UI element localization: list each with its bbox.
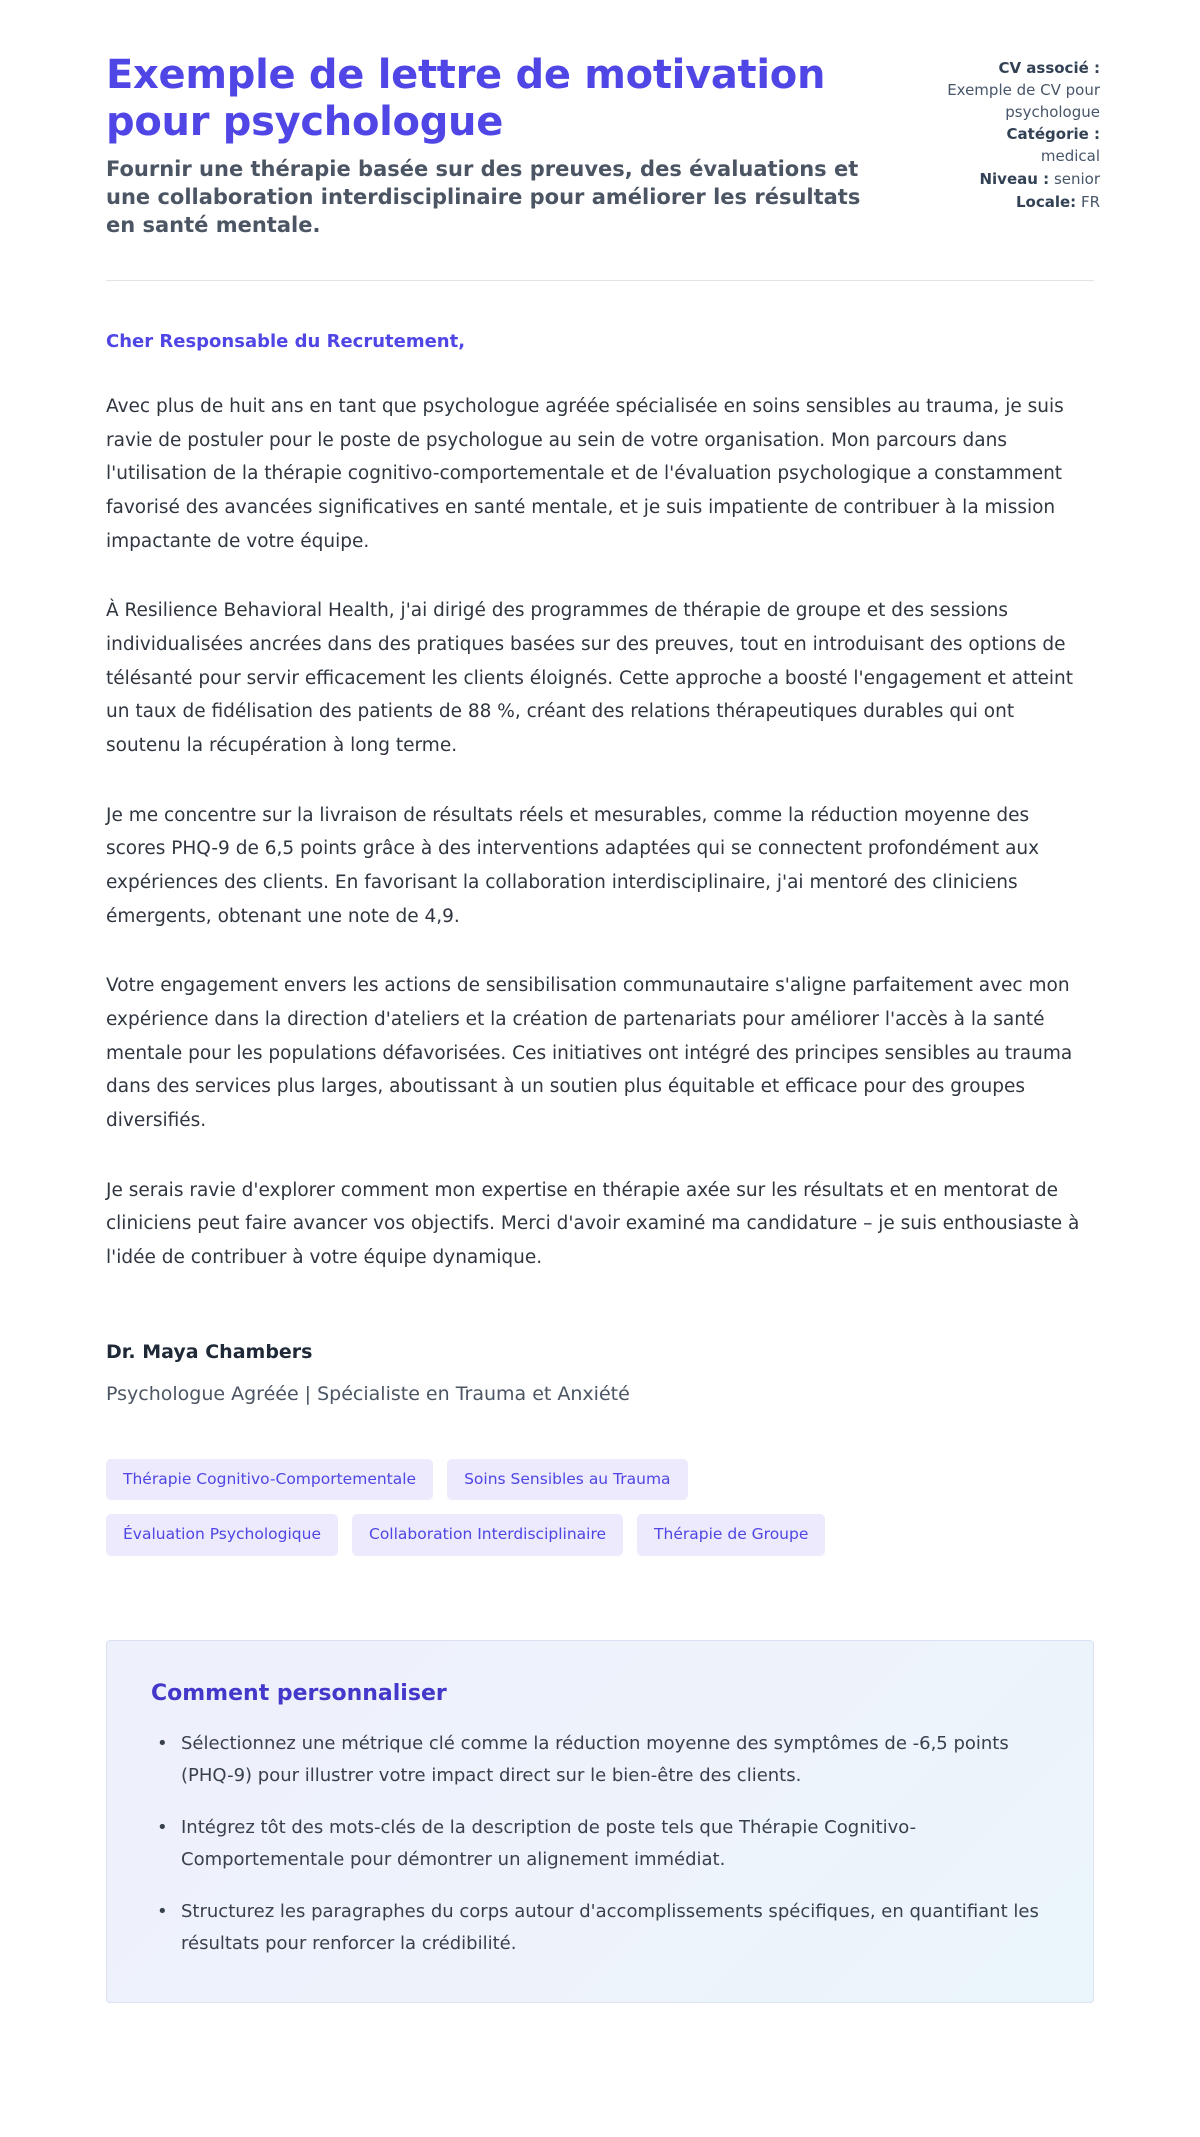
- tips-list-item: • Intégrez tôt des mots-clés de la description de poste tels que Thérapie Cognitivo-Comportementale pour démontrer un alignement immédiat.: [177, 1812, 1049, 1876]
- page-bottom-spacer: [0, 2003, 1200, 2123]
- letter-body: [0, 331, 1200, 1274]
- letter-salutation: Cher Responsable du Recrutement,: [106, 331, 466, 353]
- skill-tag[interactable]: Collaboration Interdisciplinaire: [352, 1514, 623, 1556]
- meta-level-label: Niveau :: [979, 169, 1050, 188]
- document-metadata: [920, 52, 1100, 214]
- skill-tag[interactable]: Thérapie de Groupe: [637, 1514, 825, 1556]
- letter-paragraph: À Resilience Behavioral Health, j'ai dirigé des programmes de thérapie de groupe et des sessions individualisées ancrées dans des pratiques basées sur des preuves, tout en introduisant des options de télésanté pour servir efficacement les clients éloignés. Cette approche a boosté l'engagement et atteint un taux de fidélisation des patients de 88 %, créant des relations thérapeutiques durables qui ont soutenu la récupération à long terme.: [106, 600, 1074, 757]
- tips-title: Comment personnaliser: [151, 1680, 447, 1706]
- skill-tag[interactable]: Soins Sensibles au Trauma: [447, 1459, 687, 1501]
- page-header: [0, 0, 1200, 240]
- signature-block: [0, 1341, 1200, 1405]
- customization-tips-panel: [106, 1640, 1094, 2003]
- meta-category-label: Catégorie :: [1006, 125, 1100, 144]
- header-title-group: [106, 52, 890, 240]
- page-title: Exemple de lettre de motivation pour psychologue: [106, 52, 826, 146]
- signature-role: Psychologue Agréée | Spécialiste en Trauma et Anxiété: [106, 1382, 630, 1405]
- skill-tag[interactable]: Thérapie Cognitivo-Comportementale: [106, 1459, 433, 1501]
- meta-locale: [920, 192, 1100, 214]
- tips-list-item: • Sélectionnez une métrique clé comme la réduction moyenne des symptômes de -6,5 points (PHQ-9) pour illustrer votre impact direct sur le bien-être des clients.: [177, 1728, 1049, 1792]
- letter-paragraph: Je me concentre sur la livraison de résultats réels et mesurables, comme la réduction moyenne des scores PHQ-9 de 6,5 points grâce à des interventions adaptées qui se connectent profondément aux expériences des clients. En favorisant la collaboration interdisciplinaire, j'ai mentoré des cliniciens émergents, obtenant une note de 4,9.: [106, 804, 1040, 927]
- meta-locale-value: FR: [1080, 192, 1100, 211]
- letter-paragraph: Votre engagement envers les actions de sensibilisation communautaire s'aligne parfaitement avec mon expérience dans la direction d'ateliers et la création de partenariats pour améliorer l'accès à la santé mentale pour les populations défavorisées. Ces initiatives ont intégré des principes sensibles au trauma dans des services plus larges, aboutissant à un soutien plus équitable et efficace pour des groupes diversifiés.: [106, 975, 1073, 1131]
- tips-list: [151, 1728, 1049, 1960]
- meta-related-cv-value: Exemple de CV pour psychologue: [947, 80, 1100, 121]
- header-divider: [106, 280, 1094, 281]
- skill-tag[interactable]: Évaluation Psychologique: [106, 1514, 338, 1556]
- letter-paragraph: Avec plus de huit ans en tant que psychologue agréée spécialisée en soins sensibles au trauma, je suis ravie de postuler pour le poste de psychologue au sein de votre organisation. Mon parcours dans l'utilisation de la thérapie cognitivo-comportementale et de l'évaluation psychologique a constamment favorisé des avancées significatives en santé mentale, et je suis impatiente de contribuer à la mission impactante de votre équipe.: [106, 396, 1064, 552]
- tips-list-item: • Structurez les paragraphes du corps autour d'accomplissements spécifiques, en quantifiant les résultats pour renforcer la crédibilité.: [177, 1896, 1049, 1960]
- skill-tag-list: [0, 1459, 1010, 1556]
- meta-related-cv: [920, 58, 1100, 123]
- page-subtitle: Fournir une thérapie basée sur des preuves, des évaluations et une collaboration interdisciplinaire pour améliorer les résultats en santé mentale.: [106, 157, 861, 238]
- meta-locale-label: Locale:: [1015, 192, 1077, 211]
- signature-name: Dr. Maya Chambers: [106, 1340, 313, 1363]
- letter-paragraph: Je serais ravie d'explorer comment mon expertise en thérapie axée sur les résultats et en mentorat de cliniciens peut faire avancer vos objectifs. Merci d'avoir examiné ma candidature – je suis enthousiaste à l'idée de contribuer à votre équipe dynamique.: [106, 1179, 1080, 1268]
- meta-level-value: senior: [1053, 169, 1100, 188]
- meta-category: [920, 124, 1100, 168]
- meta-category-value: medical: [1040, 147, 1100, 165]
- meta-level: [920, 169, 1100, 191]
- meta-related-cv-label: CV associé :: [998, 59, 1100, 77]
